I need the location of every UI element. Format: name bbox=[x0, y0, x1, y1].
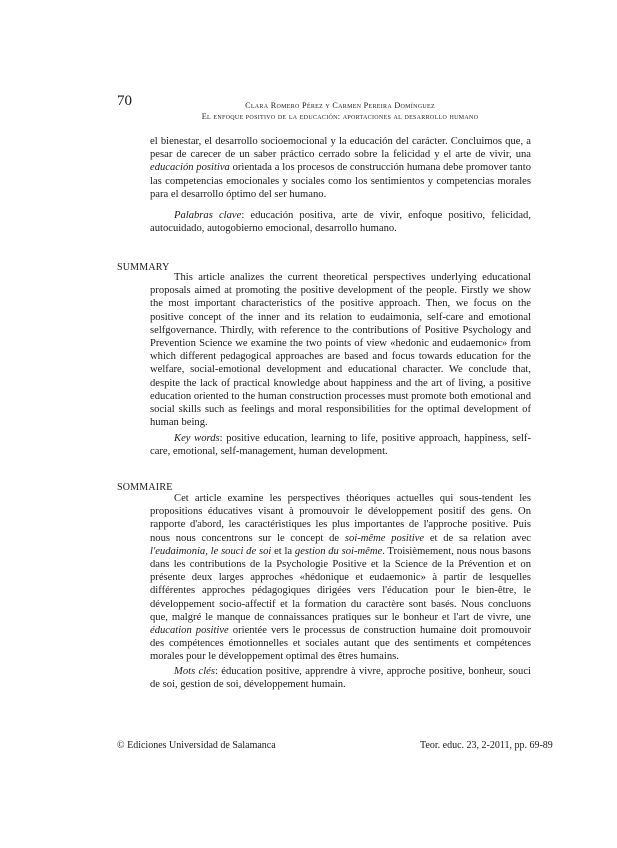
footer-publisher: © Ediciones Universidad de Salamanca bbox=[117, 740, 276, 751]
summary-heading: SUMMARY bbox=[117, 262, 170, 273]
palabras-clave-paragraph: Palabras clave: educación positiva, arte de vivir, enfoque positivo, felicidad, autocuidado, autogobierno emocional, desarrollo humano. bbox=[150, 210, 532, 235]
key-words-label: Key words bbox=[174, 433, 220, 444]
page-number: 70 bbox=[117, 93, 132, 109]
sommaire-paragraph: Cet article examine les perspectives théoriques actuelles qui sous-tendent les propositions éducatives visant à promouvoir le développement positif des gens. On rapporte d'abord, les caractéristiques les plus importantes de l'approche positive. Puis nous nous concentrons sur le concept de soi-même positive et de sa relation avec l'eudaimonia, le souci de soi et la gestion du soi-même. Troisièmement, nous nous basons dans les contributions de la Psychologie Positive et la Science de la Prévention et on présente deux larges approches «hédonique et eudaemonic» à partir de lesquelles différentes approches pédagogiques dirigées vers l'éducation pour le bien-être, le développement socio-affectif et la formation du caractère sont basés. Nous concluons que, malgré le manque de connaissances pratiques sur le bonheur et l'art de vivre, une éducation positive orientée vers le processus de construction humaine doit promouvoir des compétences émotionnelles et sociales autant que des sentiments et compétences morales pour le développement optimal des êtres humains. bbox=[150, 493, 531, 663]
mots-cles-label: Mots clés bbox=[174, 666, 215, 677]
resumen-continued-paragraph: el bienestar, el desarrollo socioemocional y la educación del carácter. Concluimos que, a pesar de carecer de un saber práctico cerrado sobre la felicidad y el arte de vivir, una educación positiva orientada a los procesos de construcción humana debe promover tanto las competencias emocionales y sociales como los sentimientos y competencias morales para el desarrollo óptimo del ser humano. bbox=[150, 136, 531, 200]
mots-cles-paragraph: Mots clés: éducation positive, apprendre à vivre, approche positive, bonheur, souci de soi, gestion de soi, développement humain. bbox=[150, 666, 531, 691]
running-head-title: El enfoque positivo de la educación: aportaciones al desarrollo humano bbox=[201, 112, 479, 121]
sommaire-heading: SOMMAIRE bbox=[117, 482, 173, 493]
running-head-authors: Clara Romero Pérez y Carmen Pereira Domínguez bbox=[245, 101, 435, 110]
palabras-clave-label: Palabras clave bbox=[174, 210, 242, 221]
footer-citation: Teor. educ. 23, 2-2011, pp. 69-89 bbox=[420, 740, 553, 751]
summary-paragraph: This article analizes the current theoretical perspectives underlying educational proposals aimed at promoting the positive development of the people. Firstly we show the most important characteristics of the positive approach. Then, we focus on the positive concept of the inner and its relation to eudaimonia, self-care and emotional selfgovernance. Thirdly, with reference to the contributions of Positive Psychology and Prevention Science we examine the two points of view «hedonic and eudaemonic» from which different pedagogical approaches are based and focus towards education for the welfare, social-emotional development and educational character. We conclude that, despite the lack of practical knowledge about happiness and the art of living, a positive education oriented to the human construction processes must promote both emotional and social skills such as feelings and moral responsibilities for the optimal development of human being. bbox=[150, 272, 531, 429]
key-words-paragraph: Key words: positive education, learning to life, positive approach, happiness, self-care, emotional, self-management, human development. bbox=[150, 433, 531, 458]
